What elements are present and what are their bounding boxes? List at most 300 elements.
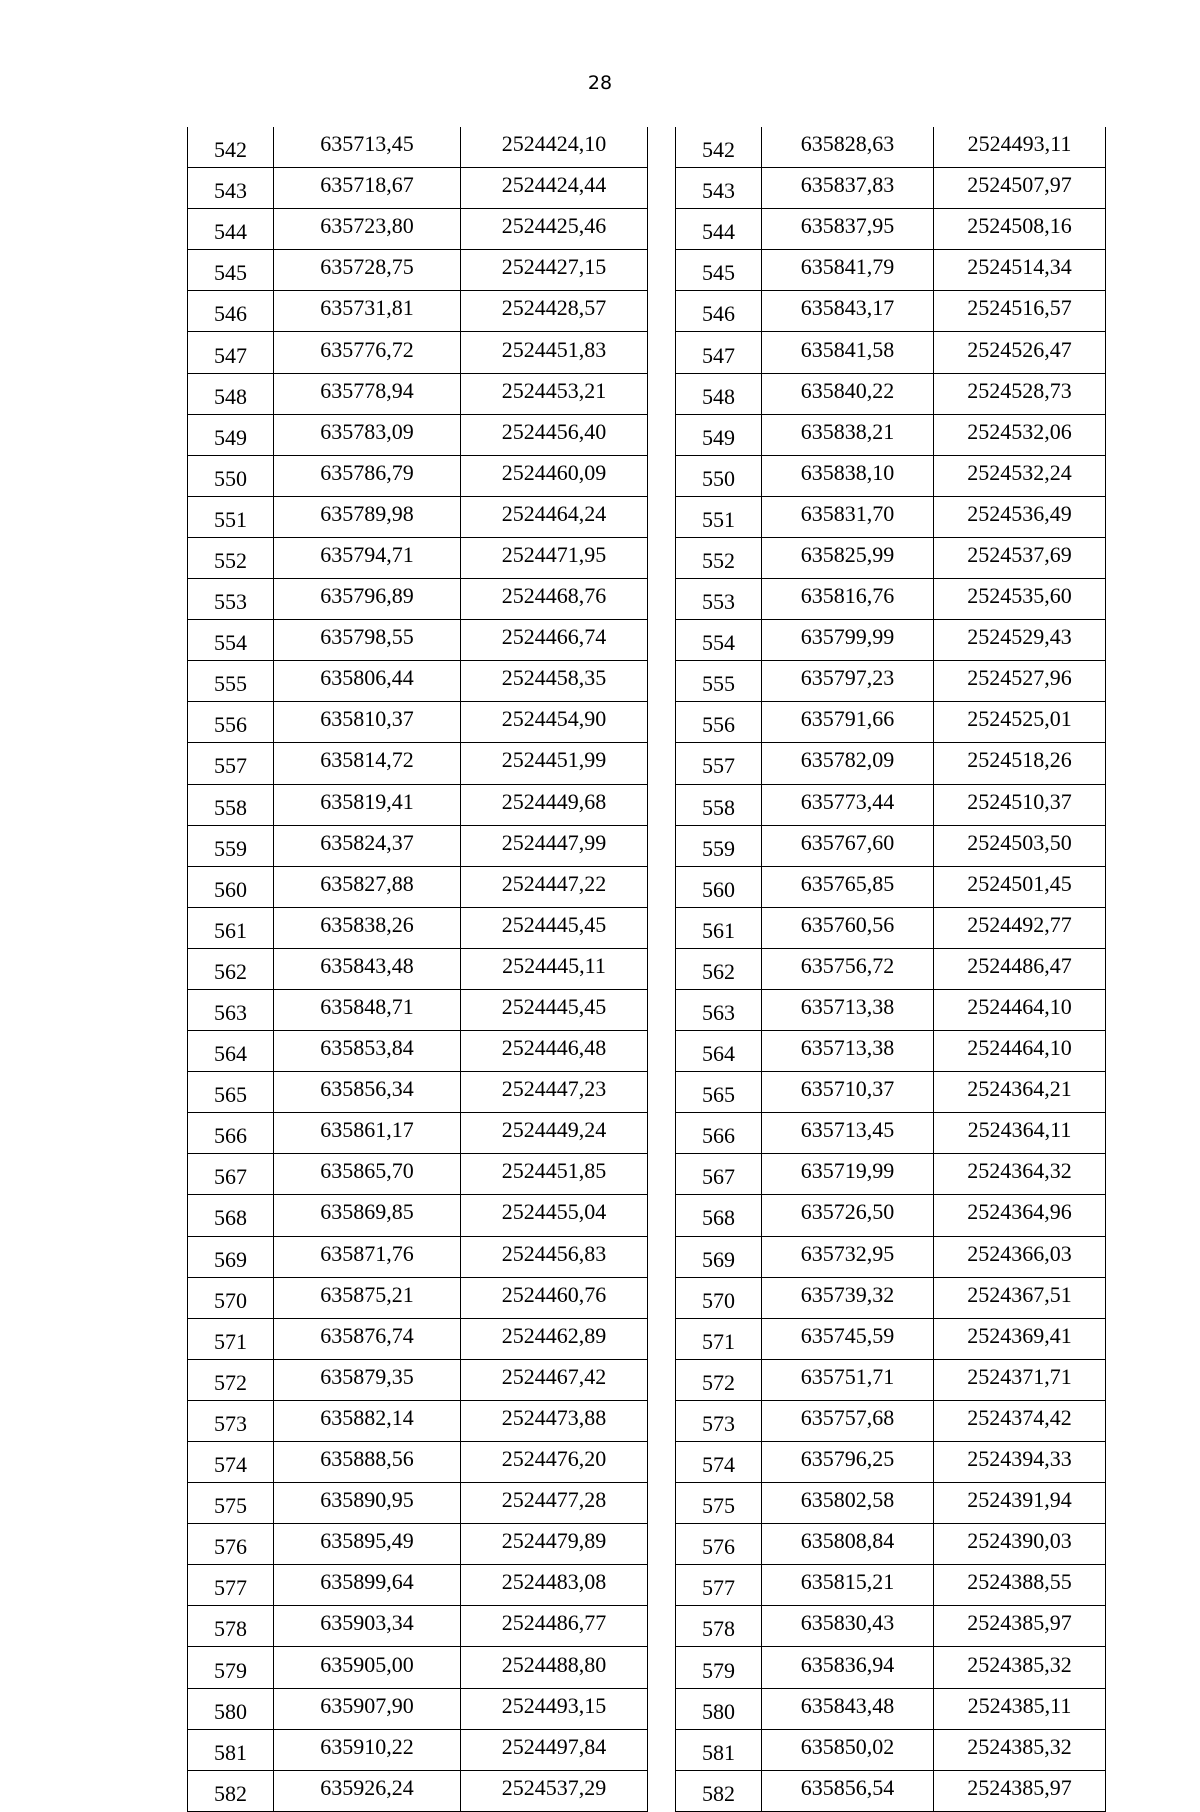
point-number-cell: 567	[676, 1154, 762, 1195]
x-coordinate-cell: 635843,48	[762, 1688, 934, 1729]
x-coordinate-cell: 635875,21	[274, 1277, 461, 1318]
coordinates-table-left	[187, 127, 648, 1812]
table-row	[676, 1400, 1106, 1441]
point-number-cell: 554	[188, 620, 274, 661]
table-row	[676, 209, 1106, 250]
x-coordinate-cell: 635783,09	[274, 414, 461, 455]
x-coordinate-cell: 635841,79	[762, 250, 934, 291]
point-number-cell: 566	[188, 1113, 274, 1154]
y-coordinate-cell: 2524364,32	[934, 1154, 1106, 1195]
y-coordinate-cell: 2524486,47	[934, 948, 1106, 989]
y-coordinate-cell: 2524449,24	[461, 1113, 648, 1154]
x-coordinate-cell: 635838,10	[762, 455, 934, 496]
table-row	[188, 1647, 648, 1688]
y-coordinate-cell: 2524532,24	[934, 455, 1106, 496]
table-row	[676, 661, 1106, 702]
y-coordinate-cell: 2524518,26	[934, 743, 1106, 784]
y-coordinate-cell: 2524445,45	[461, 907, 648, 948]
point-number-cell: 576	[676, 1524, 762, 1565]
point-number-cell: 577	[188, 1565, 274, 1606]
y-coordinate-cell: 2524471,95	[461, 537, 648, 578]
y-coordinate-cell: 2524385,97	[934, 1606, 1106, 1647]
x-coordinate-cell: 635731,81	[274, 291, 461, 332]
table-row	[676, 1236, 1106, 1277]
y-coordinate-cell: 2524390,03	[934, 1524, 1106, 1565]
y-coordinate-cell: 2524525,01	[934, 702, 1106, 743]
y-coordinate-cell: 2524446,48	[461, 1031, 648, 1072]
table-row	[188, 907, 648, 948]
x-coordinate-cell: 635837,95	[762, 209, 934, 250]
x-coordinate-cell: 635791,66	[762, 702, 934, 743]
point-number-cell: 551	[676, 496, 762, 537]
y-coordinate-cell: 2524424,10	[461, 127, 648, 168]
point-number-cell: 564	[676, 1031, 762, 1072]
x-coordinate-cell: 635710,37	[762, 1072, 934, 1113]
y-coordinate-cell: 2524451,99	[461, 743, 648, 784]
table-row	[188, 825, 648, 866]
table-row	[188, 1483, 648, 1524]
y-coordinate-cell: 2524424,44	[461, 168, 648, 209]
point-number-cell: 546	[676, 291, 762, 332]
table-row	[188, 291, 648, 332]
point-number-cell: 561	[188, 907, 274, 948]
point-number-cell: 578	[676, 1606, 762, 1647]
x-coordinate-cell: 635827,88	[274, 866, 461, 907]
point-number-cell: 550	[676, 455, 762, 496]
table-row	[676, 1565, 1106, 1606]
point-number-cell: 570	[676, 1277, 762, 1318]
point-number-cell: 570	[188, 1277, 274, 1318]
point-number-cell: 547	[676, 332, 762, 373]
x-coordinate-cell: 635861,17	[274, 1113, 461, 1154]
table-row	[676, 907, 1106, 948]
y-coordinate-cell: 2524367,51	[934, 1277, 1106, 1318]
point-number-cell: 558	[676, 784, 762, 825]
x-coordinate-cell: 635865,70	[274, 1154, 461, 1195]
table-row	[676, 1442, 1106, 1483]
y-coordinate-cell: 2524388,55	[934, 1565, 1106, 1606]
x-coordinate-cell: 635848,71	[274, 989, 461, 1030]
table-row	[188, 332, 648, 373]
point-number-cell: 549	[676, 414, 762, 455]
table-row	[676, 1770, 1106, 1811]
x-coordinate-cell: 635895,49	[274, 1524, 461, 1565]
table-row	[676, 989, 1106, 1030]
table-row	[188, 1318, 648, 1359]
table-row	[188, 1606, 648, 1647]
x-coordinate-cell: 635756,72	[762, 948, 934, 989]
point-number-cell: 546	[188, 291, 274, 332]
x-coordinate-cell: 635810,37	[274, 702, 461, 743]
x-coordinate-cell: 635806,44	[274, 661, 461, 702]
x-coordinate-cell: 635796,89	[274, 579, 461, 620]
point-number-cell: 562	[676, 948, 762, 989]
y-coordinate-cell: 2524447,99	[461, 825, 648, 866]
x-coordinate-cell: 635773,44	[762, 784, 934, 825]
point-number-cell: 543	[676, 168, 762, 209]
y-coordinate-cell: 2524516,57	[934, 291, 1106, 332]
point-number-cell: 572	[676, 1359, 762, 1400]
point-number-cell: 549	[188, 414, 274, 455]
table-row	[676, 702, 1106, 743]
y-coordinate-cell: 2524532,06	[934, 414, 1106, 455]
y-coordinate-cell: 2524374,42	[934, 1400, 1106, 1441]
table-row	[188, 1442, 648, 1483]
point-number-cell: 553	[188, 579, 274, 620]
table-row	[188, 948, 648, 989]
x-coordinate-cell: 635838,26	[274, 907, 461, 948]
table-row	[188, 1359, 648, 1400]
y-coordinate-cell: 2524510,37	[934, 784, 1106, 825]
x-coordinate-cell: 635726,50	[762, 1195, 934, 1236]
x-coordinate-cell: 635713,38	[762, 989, 934, 1030]
point-number-cell: 553	[676, 579, 762, 620]
y-coordinate-cell: 2524466,74	[461, 620, 648, 661]
y-coordinate-cell: 2524364,96	[934, 1195, 1106, 1236]
x-coordinate-cell: 635888,56	[274, 1442, 461, 1483]
table-row	[676, 250, 1106, 291]
table-row	[676, 168, 1106, 209]
y-coordinate-cell: 2524394,33	[934, 1442, 1106, 1483]
page-number: 28	[587, 72, 613, 94]
x-coordinate-cell: 635840,22	[762, 373, 934, 414]
x-coordinate-cell: 635732,95	[762, 1236, 934, 1277]
y-coordinate-cell: 2524464,10	[934, 989, 1106, 1030]
table-row	[188, 496, 648, 537]
y-coordinate-cell: 2524460,09	[461, 455, 648, 496]
y-coordinate-cell: 2524537,69	[934, 537, 1106, 578]
table-row	[676, 1113, 1106, 1154]
table-row	[188, 579, 648, 620]
table-row	[676, 455, 1106, 496]
y-coordinate-cell: 2524455,04	[461, 1195, 648, 1236]
point-number-cell: 565	[676, 1072, 762, 1113]
x-coordinate-cell: 635719,99	[762, 1154, 934, 1195]
point-number-cell: 579	[676, 1647, 762, 1688]
table-row	[676, 537, 1106, 578]
x-coordinate-cell: 635869,85	[274, 1195, 461, 1236]
point-number-cell: 581	[188, 1729, 274, 1770]
y-coordinate-cell: 2524476,20	[461, 1442, 648, 1483]
table-row	[188, 373, 648, 414]
x-coordinate-cell: 635776,72	[274, 332, 461, 373]
point-number-cell: 562	[188, 948, 274, 989]
table-row	[188, 743, 648, 784]
y-coordinate-cell: 2524425,46	[461, 209, 648, 250]
point-number-cell: 554	[676, 620, 762, 661]
y-coordinate-cell: 2524460,76	[461, 1277, 648, 1318]
point-number-cell: 575	[188, 1483, 274, 1524]
point-number-cell: 569	[676, 1236, 762, 1277]
x-coordinate-cell: 635786,79	[274, 455, 461, 496]
point-number-cell: 555	[188, 661, 274, 702]
table-row	[188, 127, 648, 168]
point-number-cell: 560	[188, 866, 274, 907]
x-coordinate-cell: 635765,85	[762, 866, 934, 907]
table-row	[188, 1154, 648, 1195]
table-row	[188, 537, 648, 578]
y-coordinate-cell: 2524492,77	[934, 907, 1106, 948]
y-coordinate-cell: 2524449,68	[461, 784, 648, 825]
x-coordinate-cell: 635831,70	[762, 496, 934, 537]
table-row	[188, 1195, 648, 1236]
x-coordinate-cell: 635850,02	[762, 1729, 934, 1770]
table-row	[188, 866, 648, 907]
y-coordinate-cell: 2524364,21	[934, 1072, 1106, 1113]
x-coordinate-cell: 635757,68	[762, 1400, 934, 1441]
x-coordinate-cell: 635767,60	[762, 825, 934, 866]
point-number-cell: 571	[676, 1318, 762, 1359]
y-coordinate-cell: 2524385,32	[934, 1647, 1106, 1688]
table-row	[676, 1524, 1106, 1565]
point-number-cell: 547	[188, 332, 274, 373]
y-coordinate-cell: 2524456,83	[461, 1236, 648, 1277]
table-row	[188, 1072, 648, 1113]
x-coordinate-cell: 635841,58	[762, 332, 934, 373]
table-row	[676, 1277, 1106, 1318]
point-number-cell: 559	[676, 825, 762, 866]
point-number-cell: 573	[188, 1400, 274, 1441]
table-row	[188, 168, 648, 209]
y-coordinate-cell: 2524497,84	[461, 1729, 648, 1770]
table-row	[676, 1483, 1106, 1524]
x-coordinate-cell: 635838,21	[762, 414, 934, 455]
x-coordinate-cell: 635837,83	[762, 168, 934, 209]
point-number-cell: 550	[188, 455, 274, 496]
point-number-cell: 569	[188, 1236, 274, 1277]
table-row	[676, 291, 1106, 332]
table-row	[188, 1113, 648, 1154]
table-row	[676, 127, 1106, 168]
y-coordinate-cell: 2524483,08	[461, 1565, 648, 1606]
table-row	[188, 702, 648, 743]
point-number-cell: 571	[188, 1318, 274, 1359]
y-coordinate-cell: 2524364,11	[934, 1113, 1106, 1154]
table-row	[188, 250, 648, 291]
x-coordinate-cell: 635751,71	[762, 1359, 934, 1400]
point-number-cell: 563	[188, 989, 274, 1030]
point-number-cell: 542	[188, 127, 274, 168]
point-number-cell: 552	[676, 537, 762, 578]
x-coordinate-cell: 635816,76	[762, 579, 934, 620]
table-row	[188, 1565, 648, 1606]
x-coordinate-cell: 635789,98	[274, 496, 461, 537]
coordinates-table-right	[675, 127, 1106, 1812]
x-coordinate-cell: 635903,34	[274, 1606, 461, 1647]
table-row	[188, 209, 648, 250]
table-row	[188, 455, 648, 496]
table-row	[188, 661, 648, 702]
x-coordinate-cell: 635794,71	[274, 537, 461, 578]
y-coordinate-cell: 2524468,76	[461, 579, 648, 620]
y-coordinate-cell: 2524385,11	[934, 1688, 1106, 1729]
x-coordinate-cell: 635825,99	[762, 537, 934, 578]
x-coordinate-cell: 635836,94	[762, 1647, 934, 1688]
y-coordinate-cell: 2524514,34	[934, 250, 1106, 291]
y-coordinate-cell: 2524477,28	[461, 1483, 648, 1524]
x-coordinate-cell: 635828,63	[762, 127, 934, 168]
table-row	[676, 414, 1106, 455]
table-row	[188, 1770, 648, 1811]
x-coordinate-cell: 635808,84	[762, 1524, 934, 1565]
point-number-cell: 581	[676, 1729, 762, 1770]
table-row	[676, 1729, 1106, 1770]
point-number-cell: 564	[188, 1031, 274, 1072]
y-coordinate-cell: 2524493,15	[461, 1688, 648, 1729]
table-row	[188, 1031, 648, 1072]
table-row	[676, 1031, 1106, 1072]
point-number-cell: 561	[676, 907, 762, 948]
y-coordinate-cell: 2524428,57	[461, 291, 648, 332]
point-number-cell: 548	[188, 373, 274, 414]
point-number-cell: 582	[188, 1770, 274, 1811]
x-coordinate-cell: 635926,24	[274, 1770, 461, 1811]
point-number-cell: 551	[188, 496, 274, 537]
y-coordinate-cell: 2524467,42	[461, 1359, 648, 1400]
point-number-cell: 580	[676, 1688, 762, 1729]
table-row	[676, 1154, 1106, 1195]
x-coordinate-cell: 635843,17	[762, 291, 934, 332]
point-number-cell: 558	[188, 784, 274, 825]
y-coordinate-cell: 2524371,71	[934, 1359, 1106, 1400]
x-coordinate-cell: 635802,58	[762, 1483, 934, 1524]
point-number-cell: 580	[188, 1688, 274, 1729]
table-row	[676, 579, 1106, 620]
y-coordinate-cell: 2524385,97	[934, 1770, 1106, 1811]
x-coordinate-cell: 635882,14	[274, 1400, 461, 1441]
x-coordinate-cell: 635713,38	[762, 1031, 934, 1072]
y-coordinate-cell: 2524529,43	[934, 620, 1106, 661]
point-number-cell: 568	[188, 1195, 274, 1236]
y-coordinate-cell: 2524488,80	[461, 1647, 648, 1688]
table-row	[188, 1236, 648, 1277]
table-row	[188, 1524, 648, 1565]
y-coordinate-cell: 2524537,29	[461, 1770, 648, 1811]
table-row	[188, 784, 648, 825]
table-row	[676, 1072, 1106, 1113]
y-coordinate-cell: 2524458,35	[461, 661, 648, 702]
x-coordinate-cell: 635718,67	[274, 168, 461, 209]
table-row	[188, 1729, 648, 1770]
point-number-cell: 544	[676, 209, 762, 250]
table-row	[676, 496, 1106, 537]
x-coordinate-cell: 635814,72	[274, 743, 461, 784]
point-number-cell: 582	[676, 1770, 762, 1811]
table-row	[676, 620, 1106, 661]
x-coordinate-cell: 635853,84	[274, 1031, 461, 1072]
table-row	[188, 1277, 648, 1318]
x-coordinate-cell: 635713,45	[762, 1113, 934, 1154]
point-number-cell: 574	[188, 1442, 274, 1483]
table-row	[676, 1688, 1106, 1729]
point-number-cell: 548	[676, 373, 762, 414]
table-row	[676, 948, 1106, 989]
x-coordinate-cell: 635910,22	[274, 1729, 461, 1770]
table-row	[676, 866, 1106, 907]
x-coordinate-cell: 635760,56	[762, 907, 934, 948]
point-number-cell: 560	[676, 866, 762, 907]
x-coordinate-cell: 635856,54	[762, 1770, 934, 1811]
y-coordinate-cell: 2524464,24	[461, 496, 648, 537]
y-coordinate-cell: 2524536,49	[934, 496, 1106, 537]
point-number-cell: 566	[676, 1113, 762, 1154]
x-coordinate-cell: 635843,48	[274, 948, 461, 989]
y-coordinate-cell: 2524445,11	[461, 948, 648, 989]
point-number-cell: 573	[676, 1400, 762, 1441]
x-coordinate-cell: 635890,95	[274, 1483, 461, 1524]
y-coordinate-cell: 2524507,97	[934, 168, 1106, 209]
point-number-cell: 567	[188, 1154, 274, 1195]
x-coordinate-cell: 635856,34	[274, 1072, 461, 1113]
table-row	[188, 414, 648, 455]
table-row	[676, 784, 1106, 825]
y-coordinate-cell: 2524462,89	[461, 1318, 648, 1359]
table-row	[676, 825, 1106, 866]
x-coordinate-cell: 635797,23	[762, 661, 934, 702]
table-row	[676, 1195, 1106, 1236]
y-coordinate-cell: 2524447,23	[461, 1072, 648, 1113]
x-coordinate-cell: 635879,35	[274, 1359, 461, 1400]
y-coordinate-cell: 2524451,85	[461, 1154, 648, 1195]
point-number-cell: 568	[676, 1195, 762, 1236]
x-coordinate-cell: 635798,55	[274, 620, 461, 661]
y-coordinate-cell: 2524453,21	[461, 373, 648, 414]
point-number-cell: 579	[188, 1647, 274, 1688]
y-coordinate-cell: 2524503,50	[934, 825, 1106, 866]
x-coordinate-cell: 635824,37	[274, 825, 461, 866]
point-number-cell: 556	[676, 702, 762, 743]
y-coordinate-cell: 2524366,03	[934, 1236, 1106, 1277]
y-coordinate-cell: 2524493,11	[934, 127, 1106, 168]
y-coordinate-cell: 2524535,60	[934, 579, 1106, 620]
x-coordinate-cell: 635876,74	[274, 1318, 461, 1359]
point-number-cell: 575	[676, 1483, 762, 1524]
x-coordinate-cell: 635728,75	[274, 250, 461, 291]
x-coordinate-cell: 635713,45	[274, 127, 461, 168]
table-row	[676, 1359, 1106, 1400]
table-row	[188, 1688, 648, 1729]
point-number-cell: 578	[188, 1606, 274, 1647]
table-row	[188, 620, 648, 661]
point-number-cell: 565	[188, 1072, 274, 1113]
y-coordinate-cell: 2524527,96	[934, 661, 1106, 702]
point-number-cell: 557	[676, 743, 762, 784]
y-coordinate-cell: 2524473,88	[461, 1400, 648, 1441]
x-coordinate-cell: 635723,80	[274, 209, 461, 250]
point-number-cell: 574	[676, 1442, 762, 1483]
x-coordinate-cell: 635815,21	[762, 1565, 934, 1606]
point-number-cell: 559	[188, 825, 274, 866]
y-coordinate-cell: 2524526,47	[934, 332, 1106, 373]
x-coordinate-cell: 635905,00	[274, 1647, 461, 1688]
y-coordinate-cell: 2524369,41	[934, 1318, 1106, 1359]
point-number-cell: 542	[676, 127, 762, 168]
y-coordinate-cell: 2524464,10	[934, 1031, 1106, 1072]
y-coordinate-cell: 2524391,94	[934, 1483, 1106, 1524]
table-row	[676, 1606, 1106, 1647]
point-number-cell: 555	[676, 661, 762, 702]
y-coordinate-cell: 2524451,83	[461, 332, 648, 373]
point-number-cell: 545	[676, 250, 762, 291]
y-coordinate-cell: 2524486,77	[461, 1606, 648, 1647]
point-number-cell: 563	[676, 989, 762, 1030]
table-row	[188, 1400, 648, 1441]
x-coordinate-cell: 635830,43	[762, 1606, 934, 1647]
point-number-cell: 577	[676, 1565, 762, 1606]
x-coordinate-cell: 635778,94	[274, 373, 461, 414]
point-number-cell: 545	[188, 250, 274, 291]
x-coordinate-cell: 635745,59	[762, 1318, 934, 1359]
